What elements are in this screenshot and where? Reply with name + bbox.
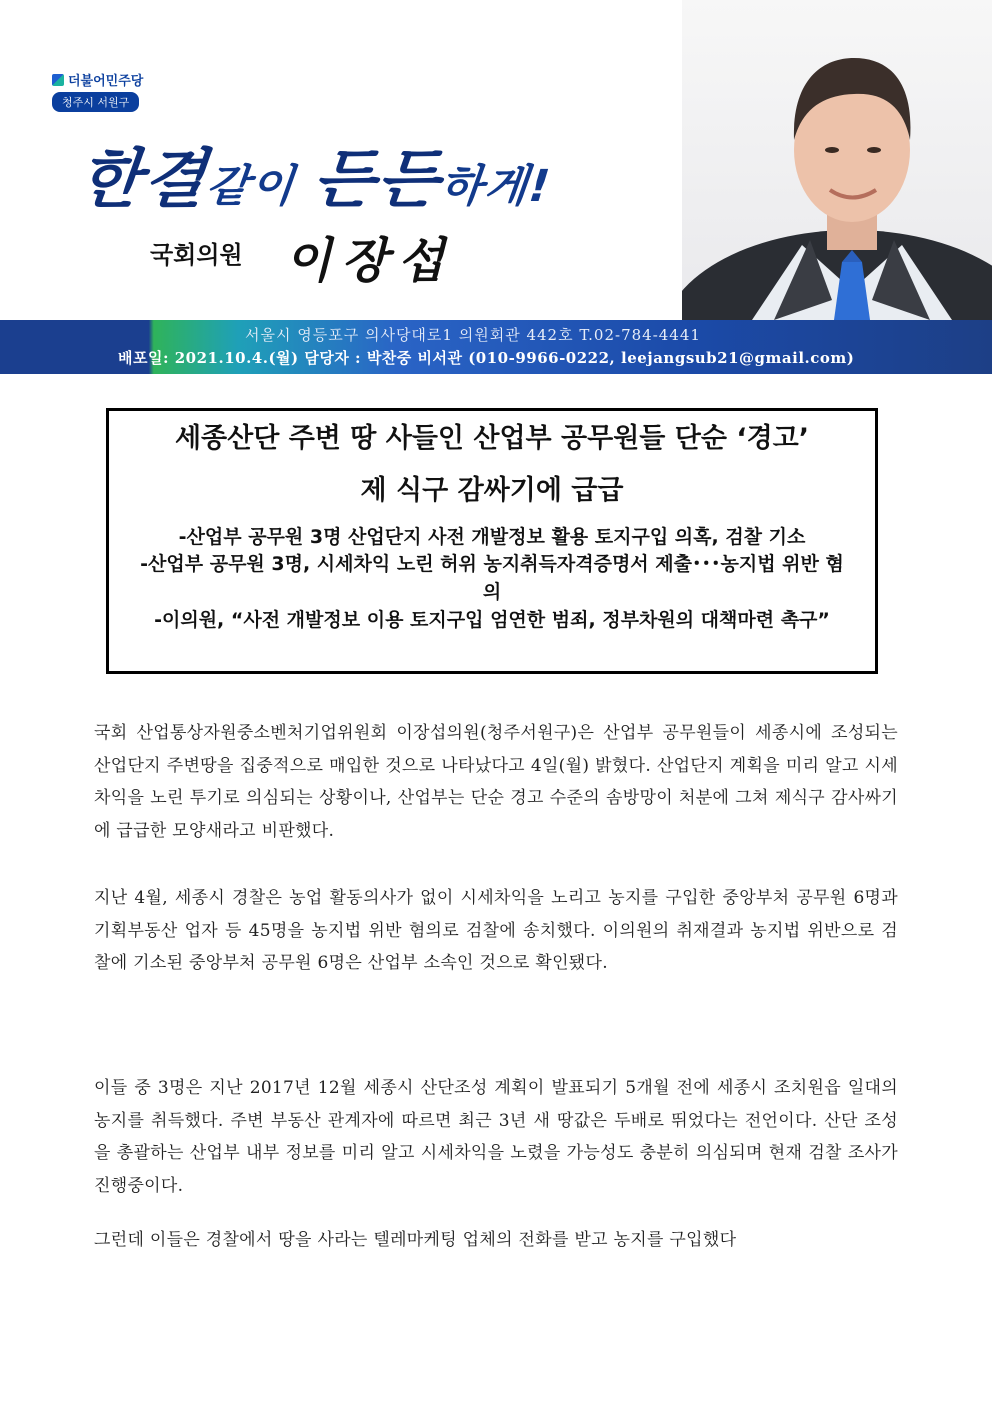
subheadline-3: -이의원, “사전 개발정보 이용 토지구입 엄연한 범죄, 정부차원의 대책마련 촉구” [154,608,830,631]
body-paragraph: 이들 중 3명은 지난 2017년 12월 세종시 산단조성 계획이 발표되기 5개월 전에 세종시 조치원읍 일대의 농지를 취득했다. 주변 부동산 관계자에 따르면 최근 3년 새 땅값은 두배로 뛰었다는 전언이다. 산단 조성을 총괄하는 산업부 내부 정보를 미리 알고 시세차익을 노렸을 가능성도 충분히 의심되며 현재 검찰 조사가 진행중이다. [94,1078,898,1196]
slogan-part-3: 든든 [309,143,445,217]
slogan [75,128,557,220]
headline-line-2: 제 식구 감싸기에 급급 [360,475,624,507]
slogan-part-1: 한결 [75,143,211,217]
portrait-photo [682,0,992,320]
party-name-row [52,70,143,89]
member-name: 이장섭 [285,233,455,289]
subheadline-2: -산업부 공무원 3명, 시세차익 노린 허위 농지취득자격증명서 제출･･･농지법 위반 혐의 [140,553,844,603]
party-name: 더불어민주당 [68,74,144,89]
headline-box [106,408,878,674]
body-paragraph: 국회 산업통상자원중소벤처기업위원회 이장섭의원(청주서원구)은 산업부 공무원들이 세종시에 조성되는 산업단지 주변땅을 집중적으로 매입한 것으로 나타났다고 4일(월) 밝혔다. 산업단지 계획을 미리 알고 시세차익을 노린 투기로 의심되는 상황이나, 산업부는 단순 경고 수준의 솜방망이 처분에 그쳐 제식구 감사싸기에 급급한 모양새라고 비판했다. [94,723,898,841]
party-logo [52,70,143,112]
body-paragraph: 그런데 이들은 경찰에서 땅을 사라는 텔레마케팅 업체의 전화를 받고 농지를 구입했다 [94,1230,737,1250]
party-region: 청주시 서원구 [52,92,139,112]
subheadline-1: -산업부 공무원 3명 산업단지 사전 개발정보 활용 토지구입 의혹, 검찰 기소 [178,525,806,548]
portrait-illustration [682,0,992,320]
headline-line-1: 세종산단 주변 땅 사들인 산업부 공무원들 단순 ‘경고’ [174,423,810,454]
party-mark-icon [52,74,64,86]
contact-banner [0,320,992,374]
address-line: 서울시 영등포구 의사당대로1 의원회관 442호 T.02-784-4441 [245,326,701,344]
body-paragraph: 지난 4월, 세종시 경찰은 농업 활동의사가 없이 시세차익을 노리고 농지를 구입한 중앙부처 공무원 6명과 기획부동산 업자 등 45명을 농지법 위반 혐의로 검찰에 송치했다. 이의원의 취재결과 농지법 위반으로 검찰에 기소된 중앙부처 공무원 6명은 산업부 소속인 것으로 확인됐다. [94,888,898,973]
header [0,0,992,320]
member-label: 국회의원 [150,241,243,269]
release-line: 배포일: 2021.10.4.(월) 담당자 : 박찬중 비서관 (010-9966-0222, leejangsub21@gmail.com) [118,349,855,367]
slogan-part-4: 하게! [437,161,555,212]
slogan-part-2: 같이 [203,161,316,212]
